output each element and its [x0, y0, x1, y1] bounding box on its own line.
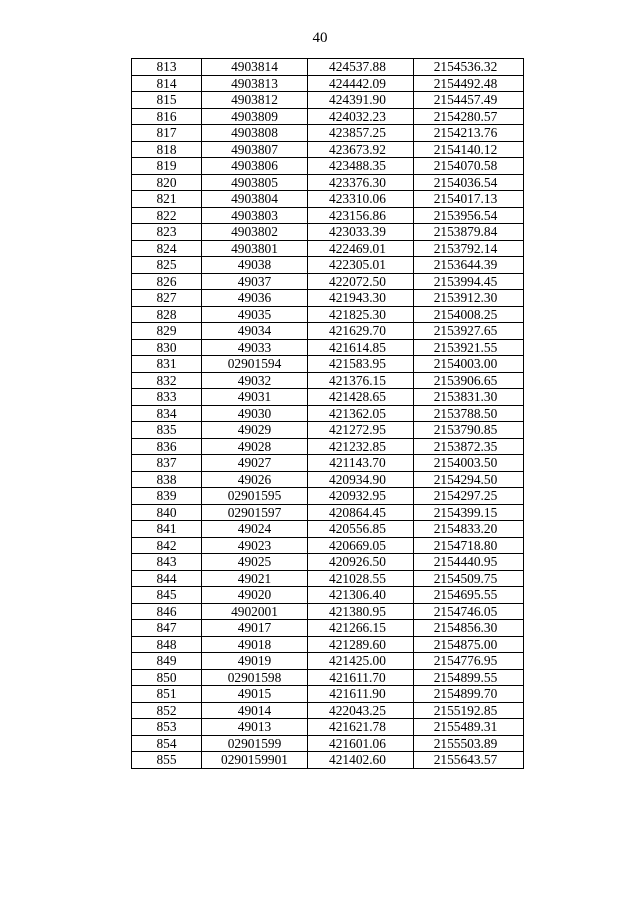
x-coordinate-cell: 420926.50	[308, 554, 414, 571]
x-coordinate-cell: 421402.60	[308, 752, 414, 769]
point-id-cell: 02901597	[202, 504, 308, 521]
y-coordinate-cell: 2154457.49	[414, 92, 524, 109]
y-coordinate-cell: 2154833.20	[414, 521, 524, 538]
y-coordinate-cell: 2154399.15	[414, 504, 524, 521]
table-row	[132, 174, 524, 191]
point-id-cell: 4903809	[202, 108, 308, 125]
y-coordinate-cell: 2153790.85	[414, 422, 524, 439]
table-row	[132, 471, 524, 488]
y-coordinate-cell: 2154280.57	[414, 108, 524, 125]
y-coordinate-cell: 2154899.70	[414, 686, 524, 703]
table-row	[132, 306, 524, 323]
table-row	[132, 686, 524, 703]
table-row	[132, 356, 524, 373]
table-row	[132, 603, 524, 620]
table-row	[132, 158, 524, 175]
y-coordinate-cell: 2153906.65	[414, 372, 524, 389]
table-row	[132, 719, 524, 736]
point-number-cell: 834	[132, 405, 202, 422]
y-coordinate-cell: 2154875.00	[414, 636, 524, 653]
point-number-cell: 815	[132, 92, 202, 109]
point-id-cell: 49019	[202, 653, 308, 670]
table-row	[132, 653, 524, 670]
x-coordinate-cell: 421425.00	[308, 653, 414, 670]
x-coordinate-cell: 423673.92	[308, 141, 414, 158]
x-coordinate-cell: 422305.01	[308, 257, 414, 274]
point-number-cell: 819	[132, 158, 202, 175]
point-id-cell: 4903803	[202, 207, 308, 224]
x-coordinate-cell: 421362.05	[308, 405, 414, 422]
x-coordinate-cell: 421629.70	[308, 323, 414, 340]
y-coordinate-cell: 2154213.76	[414, 125, 524, 142]
x-coordinate-cell: 421376.15	[308, 372, 414, 389]
table-row	[132, 752, 524, 769]
point-number-cell: 824	[132, 240, 202, 257]
x-coordinate-cell: 421601.06	[308, 735, 414, 752]
point-id-cell: 49025	[202, 554, 308, 571]
y-coordinate-cell: 2154492.48	[414, 75, 524, 92]
point-id-cell: 4903808	[202, 125, 308, 142]
y-coordinate-cell: 2155192.85	[414, 702, 524, 719]
y-coordinate-cell: 2154003.50	[414, 455, 524, 472]
point-id-cell: 4903802	[202, 224, 308, 241]
point-id-cell: 49029	[202, 422, 308, 439]
x-coordinate-cell: 423488.35	[308, 158, 414, 175]
point-id-cell: 49037	[202, 273, 308, 290]
table-row	[132, 290, 524, 307]
table-row	[132, 521, 524, 538]
y-coordinate-cell: 2153921.55	[414, 339, 524, 356]
point-id-cell: 49017	[202, 620, 308, 637]
table-row	[132, 570, 524, 587]
point-number-cell: 837	[132, 455, 202, 472]
y-coordinate-cell: 2154140.12	[414, 141, 524, 158]
x-coordinate-cell: 421825.30	[308, 306, 414, 323]
x-coordinate-cell: 421272.95	[308, 422, 414, 439]
point-id-cell: 49018	[202, 636, 308, 653]
y-coordinate-cell: 2154297.25	[414, 488, 524, 505]
table-row	[132, 488, 524, 505]
x-coordinate-cell: 421611.90	[308, 686, 414, 703]
point-number-cell: 832	[132, 372, 202, 389]
table-row	[132, 224, 524, 241]
x-coordinate-cell: 421621.78	[308, 719, 414, 736]
point-number-cell: 848	[132, 636, 202, 653]
point-number-cell: 842	[132, 537, 202, 554]
y-coordinate-cell: 2153792.14	[414, 240, 524, 257]
x-coordinate-cell: 420864.45	[308, 504, 414, 521]
point-id-cell: 49020	[202, 587, 308, 604]
page-number: 40	[312, 30, 328, 46]
point-id-cell: 49013	[202, 719, 308, 736]
y-coordinate-cell: 2155643.57	[414, 752, 524, 769]
table-row	[132, 537, 524, 554]
point-id-cell: 4903814	[202, 59, 308, 76]
point-number-cell: 825	[132, 257, 202, 274]
table-row	[132, 422, 524, 439]
table-row	[132, 75, 524, 92]
y-coordinate-cell: 2154746.05	[414, 603, 524, 620]
point-number-cell: 853	[132, 719, 202, 736]
coordinates-table	[131, 58, 524, 769]
point-id-cell: 49024	[202, 521, 308, 538]
x-coordinate-cell: 421380.95	[308, 603, 414, 620]
x-coordinate-cell: 422043.25	[308, 702, 414, 719]
point-id-cell: 4903805	[202, 174, 308, 191]
y-coordinate-cell: 2154003.00	[414, 356, 524, 373]
point-id-cell: 49028	[202, 438, 308, 455]
point-id-cell: 49034	[202, 323, 308, 340]
point-number-cell: 823	[132, 224, 202, 241]
y-coordinate-cell: 2153879.84	[414, 224, 524, 241]
y-coordinate-cell: 2153872.35	[414, 438, 524, 455]
table-row	[132, 735, 524, 752]
x-coordinate-cell: 420932.95	[308, 488, 414, 505]
point-id-cell: 0290159901	[202, 752, 308, 769]
y-coordinate-cell: 2154536.32	[414, 59, 524, 76]
y-coordinate-cell: 2154509.75	[414, 570, 524, 587]
point-number-cell: 840	[132, 504, 202, 521]
point-number-cell: 838	[132, 471, 202, 488]
table-row	[132, 587, 524, 604]
x-coordinate-cell: 421943.30	[308, 290, 414, 307]
table-row	[132, 323, 524, 340]
point-id-cell: 02901594	[202, 356, 308, 373]
point-id-cell: 02901599	[202, 735, 308, 752]
x-coordinate-cell: 421614.85	[308, 339, 414, 356]
x-coordinate-cell: 421428.65	[308, 389, 414, 406]
y-coordinate-cell: 2155489.31	[414, 719, 524, 736]
table-body	[132, 59, 524, 769]
point-number-cell: 839	[132, 488, 202, 505]
table-row	[132, 372, 524, 389]
point-id-cell: 49023	[202, 537, 308, 554]
point-number-cell: 836	[132, 438, 202, 455]
y-coordinate-cell: 2153788.50	[414, 405, 524, 422]
y-coordinate-cell: 2153912.30	[414, 290, 524, 307]
point-id-cell: 02901598	[202, 669, 308, 686]
table-row	[132, 504, 524, 521]
point-id-cell: 49014	[202, 702, 308, 719]
point-number-cell: 830	[132, 339, 202, 356]
point-id-cell: 49015	[202, 686, 308, 703]
y-coordinate-cell: 2154776.95	[414, 653, 524, 670]
point-number-cell: 852	[132, 702, 202, 719]
point-number-cell: 847	[132, 620, 202, 637]
table-row	[132, 554, 524, 571]
point-number-cell: 829	[132, 323, 202, 340]
y-coordinate-cell: 2154017.13	[414, 191, 524, 208]
x-coordinate-cell: 421028.55	[308, 570, 414, 587]
point-number-cell: 835	[132, 422, 202, 439]
x-coordinate-cell: 423033.39	[308, 224, 414, 241]
point-id-cell: 49038	[202, 257, 308, 274]
x-coordinate-cell: 424391.90	[308, 92, 414, 109]
point-id-cell: 4903806	[202, 158, 308, 175]
point-id-cell: 4903813	[202, 75, 308, 92]
x-coordinate-cell: 421143.70	[308, 455, 414, 472]
y-coordinate-cell: 2153994.45	[414, 273, 524, 290]
point-id-cell: 49021	[202, 570, 308, 587]
point-number-cell: 814	[132, 75, 202, 92]
point-id-cell: 4902001	[202, 603, 308, 620]
point-number-cell: 845	[132, 587, 202, 604]
point-number-cell: 813	[132, 59, 202, 76]
point-id-cell: 02901595	[202, 488, 308, 505]
point-id-cell: 49026	[202, 471, 308, 488]
point-id-cell: 49036	[202, 290, 308, 307]
x-coordinate-cell: 421583.95	[308, 356, 414, 373]
point-number-cell: 844	[132, 570, 202, 587]
point-number-cell: 850	[132, 669, 202, 686]
x-coordinate-cell: 423857.25	[308, 125, 414, 142]
point-number-cell: 827	[132, 290, 202, 307]
point-number-cell: 846	[132, 603, 202, 620]
x-coordinate-cell: 423310.06	[308, 191, 414, 208]
x-coordinate-cell: 420669.05	[308, 537, 414, 554]
point-number-cell: 826	[132, 273, 202, 290]
y-coordinate-cell: 2154294.50	[414, 471, 524, 488]
point-number-cell: 833	[132, 389, 202, 406]
point-id-cell: 4903804	[202, 191, 308, 208]
x-coordinate-cell: 421266.15	[308, 620, 414, 637]
table-row	[132, 92, 524, 109]
point-id-cell: 4903812	[202, 92, 308, 109]
point-number-cell: 851	[132, 686, 202, 703]
x-coordinate-cell: 423376.30	[308, 174, 414, 191]
point-id-cell: 49035	[202, 306, 308, 323]
y-coordinate-cell: 2155503.89	[414, 735, 524, 752]
table-row	[132, 125, 524, 142]
point-id-cell: 49031	[202, 389, 308, 406]
x-coordinate-cell: 421306.40	[308, 587, 414, 604]
table-row	[132, 438, 524, 455]
table-row	[132, 240, 524, 257]
table-row	[132, 620, 524, 637]
point-id-cell: 4903807	[202, 141, 308, 158]
point-id-cell: 49030	[202, 405, 308, 422]
point-number-cell: 854	[132, 735, 202, 752]
table-row	[132, 207, 524, 224]
y-coordinate-cell: 2154008.25	[414, 306, 524, 323]
point-id-cell: 49032	[202, 372, 308, 389]
point-id-cell: 49033	[202, 339, 308, 356]
x-coordinate-cell: 424537.88	[308, 59, 414, 76]
point-number-cell: 820	[132, 174, 202, 191]
table-row	[132, 108, 524, 125]
y-coordinate-cell: 2153927.65	[414, 323, 524, 340]
x-coordinate-cell: 420934.90	[308, 471, 414, 488]
x-coordinate-cell: 422072.50	[308, 273, 414, 290]
table-row	[132, 339, 524, 356]
y-coordinate-cell: 2153956.54	[414, 207, 524, 224]
point-number-cell: 828	[132, 306, 202, 323]
y-coordinate-cell: 2154899.55	[414, 669, 524, 686]
point-number-cell: 849	[132, 653, 202, 670]
table-row	[132, 405, 524, 422]
table-row	[132, 191, 524, 208]
y-coordinate-cell: 2153831.30	[414, 389, 524, 406]
y-coordinate-cell: 2154695.55	[414, 587, 524, 604]
point-number-cell: 818	[132, 141, 202, 158]
table-row	[132, 257, 524, 274]
y-coordinate-cell: 2154856.30	[414, 620, 524, 637]
x-coordinate-cell: 421611.70	[308, 669, 414, 686]
point-number-cell: 817	[132, 125, 202, 142]
table-row	[132, 141, 524, 158]
table-row	[132, 702, 524, 719]
point-number-cell: 843	[132, 554, 202, 571]
y-coordinate-cell: 2154070.58	[414, 158, 524, 175]
point-id-cell: 49027	[202, 455, 308, 472]
point-number-cell: 821	[132, 191, 202, 208]
table-row	[132, 669, 524, 686]
y-coordinate-cell: 2153644.39	[414, 257, 524, 274]
x-coordinate-cell: 421289.60	[308, 636, 414, 653]
point-id-cell: 4903801	[202, 240, 308, 257]
point-number-cell: 831	[132, 356, 202, 373]
x-coordinate-cell: 420556.85	[308, 521, 414, 538]
table-row	[132, 59, 524, 76]
table-row	[132, 273, 524, 290]
y-coordinate-cell: 2154036.54	[414, 174, 524, 191]
point-number-cell: 841	[132, 521, 202, 538]
table-row	[132, 636, 524, 653]
x-coordinate-cell: 424442.09	[308, 75, 414, 92]
x-coordinate-cell: 422469.01	[308, 240, 414, 257]
y-coordinate-cell: 2154440.95	[414, 554, 524, 571]
table-row	[132, 455, 524, 472]
table-row	[132, 389, 524, 406]
point-number-cell: 855	[132, 752, 202, 769]
y-coordinate-cell: 2154718.80	[414, 537, 524, 554]
x-coordinate-cell: 424032.23	[308, 108, 414, 125]
point-number-cell: 816	[132, 108, 202, 125]
x-coordinate-cell: 421232.85	[308, 438, 414, 455]
x-coordinate-cell: 423156.86	[308, 207, 414, 224]
point-number-cell: 822	[132, 207, 202, 224]
